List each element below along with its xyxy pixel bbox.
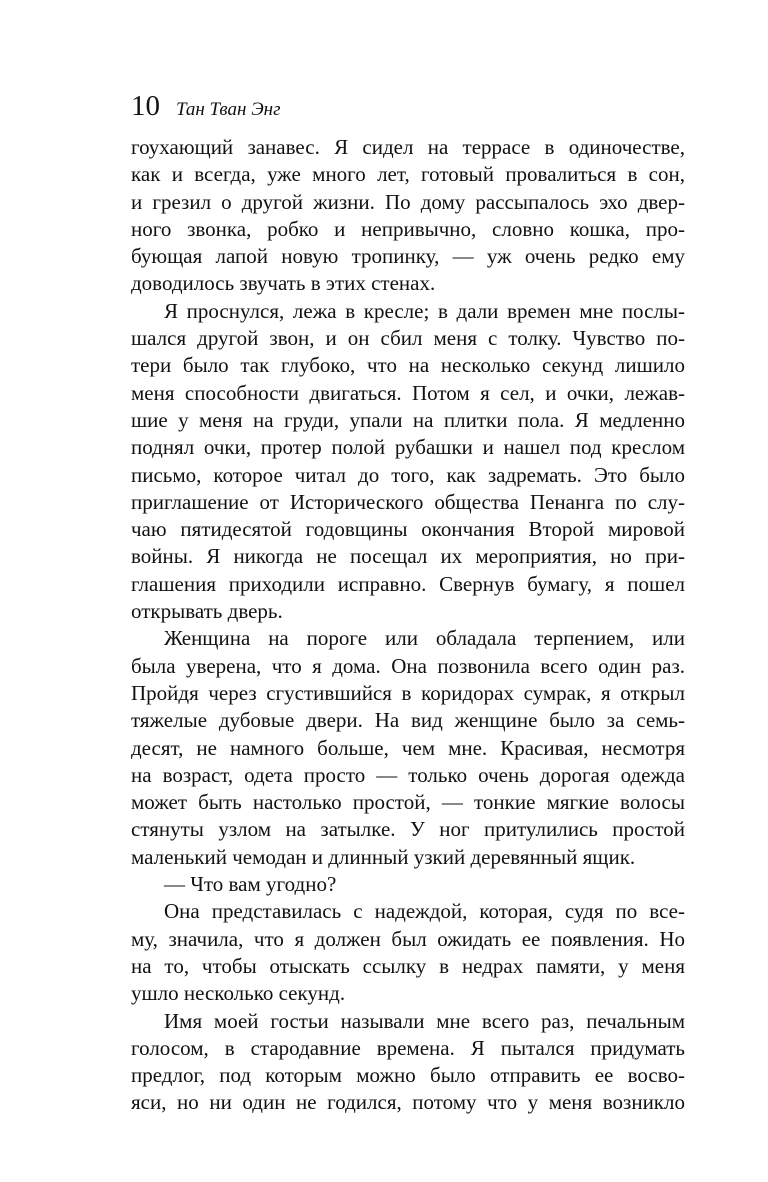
text-line: шался другой звон, и он сбил меня с толку. Чувство по-: [131, 326, 685, 351]
text-line: бующая лапой новую тропинку, — уж очень редко ему: [131, 244, 685, 269]
text-line: Она представилась с надеждой, которая, судя по все-: [164, 899, 685, 924]
running-head-author: Тан Тван Энг: [176, 99, 281, 120]
text-line: ушло несколько секунд.: [131, 981, 346, 1006]
text-line: была уверена, что я дома. Она позвонила всего один раз.: [131, 653, 685, 678]
text-line: поднял очки, протер полой рубашки и нашел под креслом: [131, 435, 685, 460]
text-line: му, значила, что я должен был ожидать ее появления. Но: [131, 926, 685, 951]
text-line: — Что вам угодно?: [164, 872, 337, 897]
text-line: десят, не намного больше, чем мне. Красивая, несмотря: [131, 735, 685, 760]
text-line: меня способности двигаться. Потом я сел, и очки, лежав-: [131, 380, 685, 405]
text-line: как и всегда, уже много лет, готовый провалиться в сон,: [131, 162, 685, 187]
text-line: тери было так глубоко, что на несколько секунд лишило: [131, 353, 685, 378]
text-line: открывать дверь.: [131, 599, 283, 624]
text-line: на возраст, одета просто — только очень дорогая одежда: [131, 762, 685, 787]
text-line: Я проснулся, лежа в кресле; в дали времен мне послы-: [164, 298, 685, 323]
body-text: [131, 134, 685, 1117]
text-line: Женщина на пороге или обладала терпением, или: [164, 626, 685, 651]
text-line: может быть настолько простой, — тонкие мягкие волосы: [131, 790, 685, 815]
text-line: чаю пятидесятой годовщины окончания Второй мировой: [131, 517, 685, 542]
text-line: шие у меня на груди, упали на плитки пола. Я медленно: [131, 407, 685, 432]
text-line: маленький чемодан и длинный узкий деревянный ящик.: [131, 844, 636, 869]
text-line: яси, но ни один не годился, потому что у меня возникло: [131, 1090, 685, 1115]
text-line: письмо, которое читал до того, как задремать. Это было: [131, 462, 685, 487]
text-line: глашения приходили исправно. Свернув бумагу, я пошел: [131, 571, 685, 596]
page-number: 10: [131, 90, 160, 122]
text-line: Пройдя через сгустившийся в коридорах сумрак, я открыл: [131, 680, 685, 705]
text-line: голосом, в стародавние времена. Я пытался придумать: [131, 1035, 685, 1060]
text-line: ного звонка, робко и непривычно, словно кошка, про-: [131, 216, 685, 241]
text-line: на то, чтобы отыскать ссылку в недрах памяти, у меня: [131, 953, 685, 978]
text-line: тяжелые дубовые двери. На вид женщине было за семь-: [131, 708, 685, 733]
text-line: приглашение от Исторического общества Пенанга по слу-: [131, 489, 685, 514]
text-line: стянуты узлом на затылке. У ног притулились простой: [131, 817, 685, 842]
text-line: Имя моей гостьи называли мне всего раз, печальным: [164, 1008, 685, 1033]
text-line: и грезил о другой жизни. По дому рассыпалось эхо двер-: [131, 189, 685, 214]
text-line: войны. Я никогда не посещал их мероприятия, но при-: [131, 544, 685, 569]
page-header: [131, 88, 281, 124]
text-line: гоухающий занавес. Я сидел на террасе в одиночестве,: [131, 135, 685, 159]
text-line: доводилось звучать в этих стенах.: [131, 271, 436, 296]
text-line: предлог, под которым можно было отправить ее восво-: [131, 1063, 685, 1088]
